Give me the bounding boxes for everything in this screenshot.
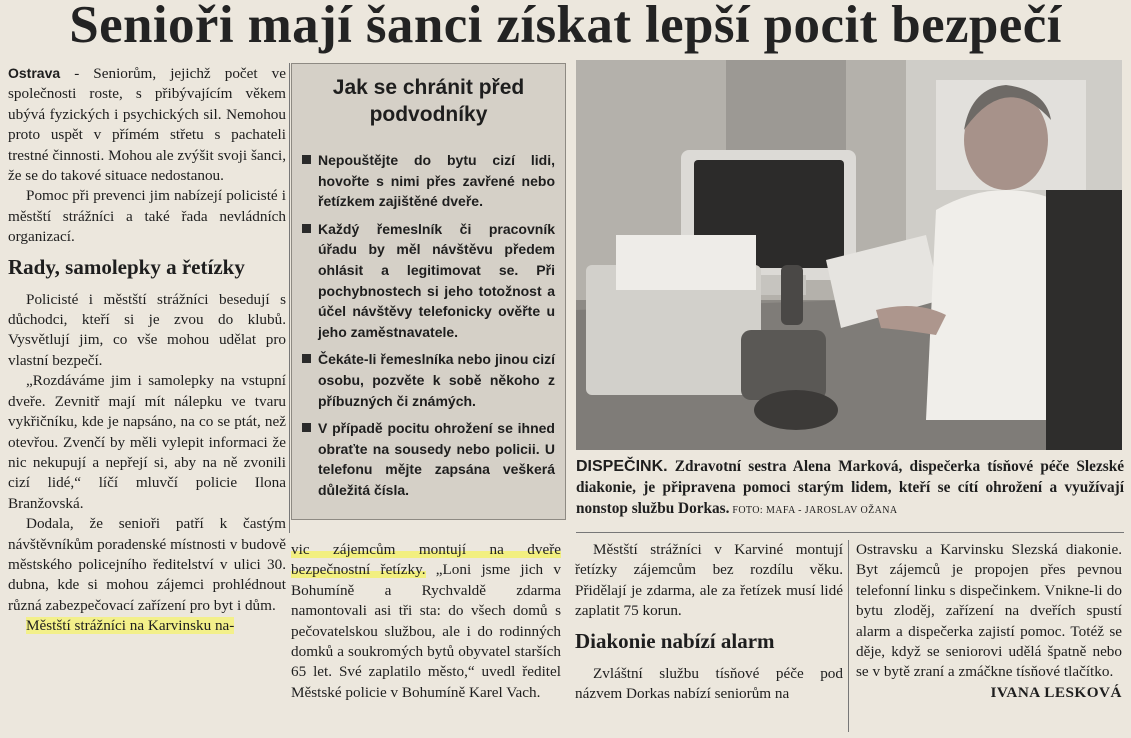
photo-credit: FOTO: MAFA - JAROSLAV OŽANA bbox=[729, 505, 898, 516]
paragraph-3: Policisté i městští strážníci besedují s důchodci, kteří si je zvou do klubů. Vysvětlují jim, co vše mohou udělat pro vlastní bezpečí. bbox=[8, 290, 286, 369]
highlighted-text: Městští strážníci na Karvinsku na- bbox=[26, 617, 235, 635]
tip-item bbox=[302, 349, 555, 411]
caption-divider bbox=[576, 532, 1124, 533]
article-column-4 bbox=[856, 540, 1122, 703]
author-byline: IVANA LESKOVÁ bbox=[990, 683, 1122, 701]
article-column-3 bbox=[575, 540, 843, 704]
tip-text: V případě pocitu ohrožení se ihned obraťte na sousedy nebo policii. U telefonu mějte zapsána veškerá důležitá čísla. bbox=[318, 420, 555, 498]
tip-item bbox=[302, 150, 555, 212]
paragraph-dorkas: Zvláštní službu tísňové péče pod názvem Dorkas nabízí seniorům na bbox=[575, 664, 843, 703]
caption-text: Zdravotní sestra Alena Marková, dispečerka tísňové péče Slezské diakonie, je připravena pomoci starým lidem, kteří se cítí ohrožení a využívají nonstop službu Dorkas. bbox=[576, 458, 1124, 517]
paragraph-5: Dodala, že senioři patří k častým návštěvníkům poradenské místnosti v budově městského policejního ředitelství v ulici 30. dubna, kde si mohou zájemci prohlédnout různá zabezpečovací zařízení pro byt i dům. bbox=[8, 515, 286, 614]
tip-item bbox=[302, 418, 555, 500]
paragraph-continued-text: „Loni jsme jich v Bohumíně a Rychvaldě zdarma namontovali asi tři sta: do všech domů s pečovatelskou službou, ale i do rodinných domků a soukromých bytů obyvatel starších 65 let. Své zaplatilo město,“ uvedl ředitel Městské policie v Bohumíně Karel Vach. bbox=[291, 561, 561, 701]
square-bullet-icon bbox=[302, 155, 311, 164]
paragraph-2: Pomoc při prevenci jim nabízejí policisté i městští strážníci a také řada nevládních organizací. bbox=[8, 187, 286, 246]
headline: Senioři mají šanci získat lepší pocit bezpečí bbox=[69, 0, 1062, 54]
tip-item bbox=[302, 219, 555, 343]
subheading-diakonie: Diakonie nabízí alarm bbox=[575, 628, 775, 653]
paragraph-continued bbox=[291, 540, 561, 703]
photo-dispatcher bbox=[576, 60, 1122, 450]
square-bullet-icon bbox=[302, 224, 311, 233]
paragraph-1-text: - Seniorům, jejichž počet ve společnosti roste, s přibývajícím věkem ubývá fyzických i psychických sil. Nemohou proto uspět v přímém střetu s pachateli trestné činnosti. Mohou ale zvýšit svoji šanci, že se do takové situace nedostanou. bbox=[8, 65, 286, 185]
photo-illustration bbox=[576, 60, 1122, 450]
tip-text: Nepouštějte do bytu cizí lidi, hovořte s nimi přes zavřené nebo řetízkem zajištěné dveře. bbox=[318, 152, 555, 210]
article-column-2 bbox=[291, 540, 561, 703]
paragraph-6 bbox=[8, 616, 286, 636]
paragraph-final bbox=[856, 540, 1122, 701]
paragraph-final-text: Ostravsku a Karvinsku Slezská diakonie. Byt zájemců je propojen přes pevnou telefonní linku s dispečinkem. Vnikne-li do bytu zloděj, zařízení na dveřích spustí alarm a dispečerka zajistí pomoc. Totéž se děje, když se seniorovi udělá špatně nebo se v bytě zraní a zmáčkne tísňové tlačítko. bbox=[856, 541, 1122, 681]
column-divider bbox=[289, 63, 290, 533]
paragraph-4: „Rozdáváme jim i samolepky na vstupní dveře. Zevnitř mají mít nálepku ve tvaru vykřičníku, kde je napsáno, na co se ptát, než otevřou. Zvenčí by měli vylepit informaci že nic nekupují a nepřejí si, aby na ně zvonili cizí lidé,“ líčí mluvčí policie Ilona Branžovská. bbox=[8, 372, 286, 512]
article-column-1 bbox=[8, 63, 286, 637]
paragraph-karvina: Městští strážníci v Karviné montují řetízky zájemcům bez rozdílu věku. Přidělají je zdarma, ale za řetízek musí lidé zaplatit 75 korun. bbox=[575, 541, 843, 620]
tip-text: Každý řemeslník či pracovník úřadu by měl návštěvu předem ohlásit a legitimovat se. Při pochybnostech si jeho totožnost a účel návštěvy telefonicky ověřte u jeho zaměstnavatele. bbox=[318, 220, 555, 340]
tips-box-title: Jak se chránit před podvodníky bbox=[332, 76, 525, 126]
dateline-place: Ostrava bbox=[8, 65, 61, 81]
subheading-rady: Rady, samolepky a řetízky bbox=[8, 254, 245, 279]
column-divider bbox=[848, 540, 849, 732]
square-bullet-icon bbox=[302, 423, 311, 432]
caption-lead: DISPEČINK. bbox=[576, 458, 668, 475]
tip-text: Čekáte-li řemeslníka nebo jinou cizí osobu, pozvěte k sobě někoho z příbuzných či známých. bbox=[318, 351, 555, 409]
photo-caption bbox=[576, 456, 1124, 521]
tips-list bbox=[292, 150, 565, 508]
paragraph-1 bbox=[8, 63, 286, 186]
highlighted-text: vic zájemcům montují na dveře bezpečnostní řetízky. bbox=[291, 541, 561, 579]
tips-box bbox=[291, 63, 566, 520]
square-bullet-icon bbox=[302, 354, 311, 363]
